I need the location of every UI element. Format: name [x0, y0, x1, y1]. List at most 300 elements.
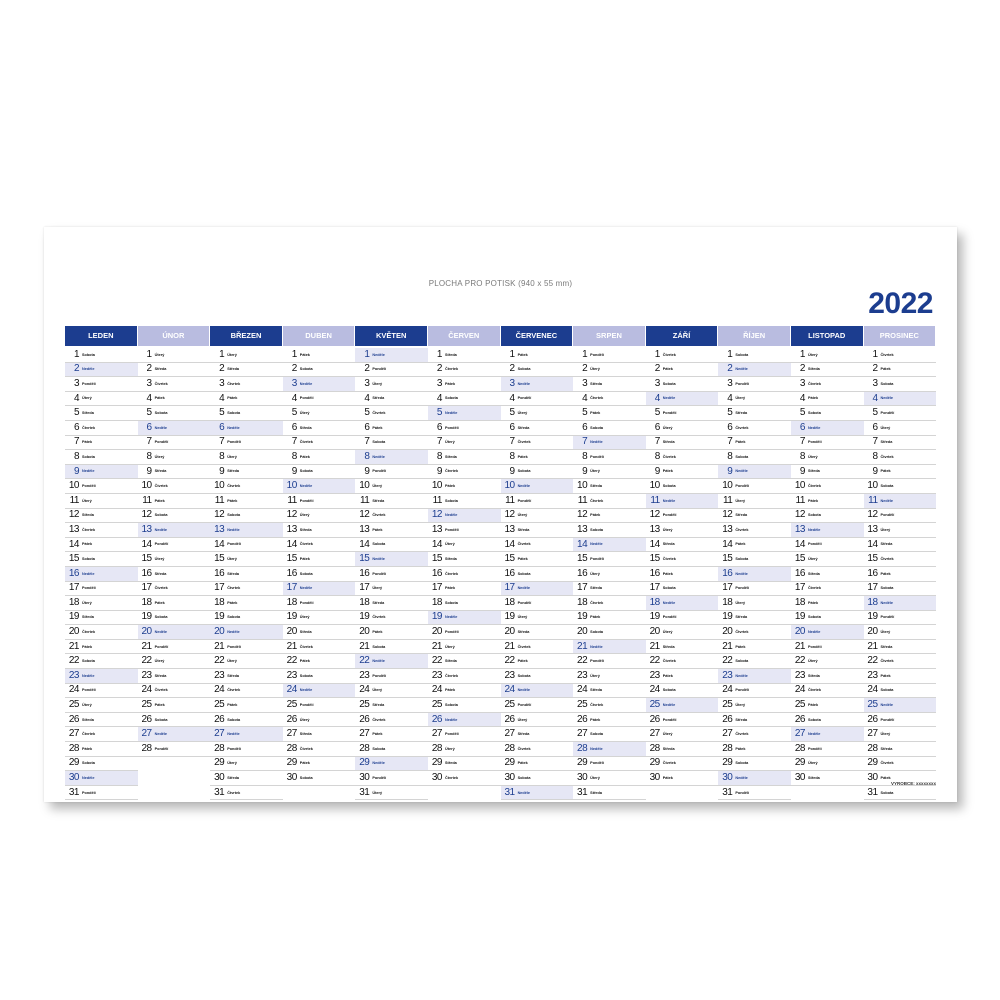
- day-info: [590, 440, 602, 444]
- day-number: 9: [73, 465, 79, 477]
- day-number: 8: [872, 450, 878, 462]
- weekday-label: Pondělí: [299, 396, 314, 401]
- day-row: [65, 742, 138, 757]
- day-row: [428, 611, 501, 626]
- day-number: 31: [867, 786, 878, 798]
- weekday-label: Čtvrtek: [590, 600, 604, 605]
- day-number: 10: [214, 480, 225, 492]
- day-row: [501, 596, 574, 611]
- day-number: 30: [68, 772, 79, 784]
- day-number: 2: [509, 363, 515, 375]
- weekday-label: Pátek: [154, 600, 165, 605]
- day-info: [735, 499, 745, 503]
- weekday-label: Sobota: [444, 396, 458, 401]
- day-info: [735, 572, 747, 576]
- day-info: [82, 469, 94, 473]
- day-row: [718, 348, 791, 363]
- day-number: 21: [68, 640, 79, 652]
- day-row: [355, 713, 428, 728]
- weekday-label: Úterý: [444, 644, 455, 649]
- day-row: [210, 363, 283, 378]
- day-row: [573, 552, 646, 567]
- month-header: KVĚTEN: [355, 326, 427, 346]
- day-number: 27: [359, 728, 370, 740]
- day-info: [227, 353, 237, 357]
- day-info: [227, 776, 239, 780]
- day-info: [82, 411, 94, 415]
- day-number: 2: [582, 363, 588, 375]
- day-row: [501, 348, 574, 363]
- day-number: 28: [577, 742, 588, 754]
- weekday-label: Čtvrtek: [299, 542, 313, 547]
- day-info: [881, 776, 891, 780]
- day-info: [590, 469, 600, 473]
- day-number: 25: [722, 699, 733, 711]
- day-info: [663, 382, 676, 386]
- weekday-label: Pondělí: [517, 396, 532, 401]
- weekday-label: Čtvrtek: [807, 381, 822, 386]
- day-info: [663, 499, 675, 503]
- day-info: [590, 630, 603, 634]
- day-number: 9: [146, 465, 152, 477]
- day-info: [590, 703, 603, 707]
- day-row: [210, 611, 283, 626]
- day-number: 30: [867, 772, 878, 784]
- day-number: 12: [141, 509, 152, 521]
- weekday-label: Pondělí: [227, 542, 241, 547]
- weekday-label: Úterý: [517, 513, 528, 518]
- day-row: [283, 363, 356, 378]
- weekday-label: Úterý: [444, 440, 455, 445]
- day-info: [735, 367, 747, 371]
- day-row: [791, 757, 864, 772]
- day-row: [646, 727, 719, 742]
- weekday-label: Pátek: [372, 732, 383, 737]
- day-info: [155, 542, 169, 546]
- day-number: 4: [291, 392, 297, 404]
- day-info: [300, 455, 310, 459]
- day-row: [718, 625, 791, 640]
- weekday-label: Pondělí: [735, 484, 750, 489]
- weekday-label: Pondělí: [82, 484, 96, 489]
- day-info: [372, 572, 386, 576]
- weekday-label: Sobota: [154, 717, 168, 722]
- day-number: 25: [577, 699, 588, 711]
- day-info: [155, 601, 165, 605]
- day-number: 7: [727, 436, 733, 448]
- weekday-label: Středa: [372, 498, 385, 503]
- day-row: [646, 684, 719, 699]
- weekday-label: Neděle: [82, 673, 95, 678]
- day-row: [65, 436, 138, 451]
- day-row: [138, 392, 211, 407]
- weekday-label: Úterý: [227, 659, 237, 664]
- weekday-label: Čtvrtek: [227, 688, 241, 693]
- weekday-label: Sobota: [154, 411, 168, 416]
- day-info: [82, 484, 96, 488]
- day-row: [355, 406, 428, 421]
- day-row: [791, 582, 864, 597]
- weekday-label: Neděle: [517, 688, 531, 693]
- day-info: [881, 382, 894, 386]
- day-info: [300, 528, 312, 532]
- day-number: 23: [141, 669, 152, 681]
- day-number: 15: [141, 553, 152, 565]
- month-column: [283, 326, 356, 800]
- day-row: [65, 552, 138, 567]
- empty-row: [428, 786, 501, 801]
- day-info: [881, 645, 893, 649]
- day-number: 4: [799, 392, 805, 404]
- day-info: [735, 718, 747, 722]
- day-number: 1: [73, 348, 79, 360]
- day-number: 13: [431, 523, 442, 535]
- day-row: [138, 625, 211, 640]
- weekday-label: Pátek: [82, 746, 93, 751]
- weekday-label: Středa: [590, 790, 602, 795]
- day-row: [355, 552, 428, 567]
- day-info: [445, 353, 457, 357]
- day-number: 25: [359, 699, 370, 711]
- day-number: 17: [867, 582, 878, 594]
- day-number: 10: [577, 480, 588, 492]
- day-number: 5: [727, 407, 733, 419]
- day-info: [808, 557, 818, 561]
- weekday-label: Pátek: [299, 352, 310, 357]
- day-info: [227, 426, 239, 430]
- day-info: [300, 601, 314, 605]
- day-number: 10: [504, 480, 515, 492]
- day-row: [573, 713, 646, 728]
- day-info: [300, 688, 312, 692]
- day-number: 9: [291, 465, 297, 477]
- day-number: 23: [867, 669, 878, 681]
- day-info: [445, 411, 457, 415]
- day-number: 23: [577, 669, 588, 681]
- day-row: [210, 582, 283, 597]
- day-info: [227, 542, 241, 546]
- day-row: [65, 757, 138, 772]
- day-number: 16: [867, 567, 878, 579]
- day-number: 28: [286, 742, 297, 754]
- day-row: [283, 494, 356, 509]
- day-info: [445, 630, 459, 634]
- day-info: [372, 528, 382, 532]
- day-row: [646, 669, 719, 684]
- day-number: 24: [649, 684, 660, 696]
- day-row: [428, 596, 501, 611]
- day-row: [501, 552, 574, 567]
- day-number: 8: [582, 450, 588, 462]
- day-info: [735, 382, 749, 386]
- day-number: 15: [68, 553, 79, 565]
- weekday-label: Pátek: [154, 396, 165, 401]
- day-row: [138, 698, 211, 713]
- day-row: [428, 479, 501, 494]
- day-info: [735, 747, 745, 751]
- day-number: 29: [504, 757, 515, 769]
- weekday-label: Čtvrtek: [735, 629, 749, 634]
- weekday-label: Pátek: [590, 615, 601, 620]
- day-number: 20: [431, 626, 442, 638]
- day-info: [808, 747, 822, 751]
- day-info: [372, 615, 385, 619]
- day-row: [573, 436, 646, 451]
- day-row: [428, 771, 501, 786]
- weekday-label: Čtvrtek: [82, 732, 96, 737]
- day-number: 14: [214, 538, 225, 550]
- day-info: [82, 382, 96, 386]
- weekday-label: Čtvrtek: [227, 381, 241, 386]
- print-area-label: PLOCHA PRO POTISK (940 x 55 mm): [428, 279, 573, 288]
- day-info: [663, 455, 676, 459]
- day-info: [155, 382, 168, 386]
- day-number: 6: [582, 421, 588, 433]
- day-info: [372, 440, 385, 444]
- day-info: [518, 747, 531, 751]
- day-number: 27: [722, 728, 733, 740]
- day-info: [445, 586, 455, 590]
- weekday-label: Středa: [444, 557, 457, 561]
- day-number: 10: [359, 480, 370, 492]
- day-number: 18: [722, 596, 733, 608]
- day-row: [573, 465, 646, 480]
- day-row: [355, 654, 428, 669]
- weekday-label: Pondělí: [299, 600, 314, 605]
- day-number: 24: [504, 684, 515, 696]
- day-info: [300, 499, 314, 503]
- weekday-label: Čtvrtek: [82, 527, 96, 532]
- day-number: 19: [867, 611, 878, 623]
- day-number: 1: [872, 348, 878, 360]
- day-number: 22: [359, 655, 370, 667]
- weekday-label: Úterý: [299, 717, 310, 722]
- weekday-label: Pondělí: [299, 702, 314, 707]
- weekday-label: Pátek: [517, 659, 528, 664]
- day-info: [300, 703, 314, 707]
- day-info: [372, 426, 382, 430]
- day-info: [82, 791, 96, 795]
- day-row: [428, 552, 501, 567]
- day-row: [65, 450, 138, 465]
- weekday-label: Sobota: [517, 673, 531, 678]
- day-info: [372, 484, 382, 488]
- weekday-label: Úterý: [590, 367, 600, 372]
- day-row: [791, 348, 864, 363]
- day-info: [881, 513, 895, 517]
- day-number: 3: [872, 377, 878, 389]
- day-row: [355, 348, 428, 363]
- day-row: [501, 523, 574, 538]
- day-number: 30: [214, 772, 225, 784]
- weekday-label: Čtvrtek: [662, 761, 676, 766]
- day-info: [735, 353, 748, 357]
- day-row: [428, 654, 501, 669]
- weekday-label: Pondělí: [590, 659, 604, 664]
- day-row: [283, 436, 356, 451]
- day-row: [864, 713, 937, 728]
- day-row: [573, 494, 646, 509]
- day-info: [227, 586, 240, 590]
- weekday-label: Pondělí: [590, 352, 604, 357]
- day-info: [372, 791, 382, 795]
- day-row: [646, 465, 719, 480]
- day-info: [518, 718, 528, 722]
- day-info: [82, 747, 92, 751]
- weekday-label: Pátek: [807, 498, 819, 503]
- day-row: [864, 377, 937, 392]
- day-row: [138, 713, 211, 728]
- day-number: 21: [431, 640, 442, 652]
- day-number: 29: [867, 757, 878, 769]
- weekday-label: Sobota: [154, 513, 168, 518]
- weekday-label: Sobota: [82, 352, 95, 357]
- day-row: [646, 625, 719, 640]
- day-info: [227, 455, 237, 459]
- weekday-label: Úterý: [154, 659, 165, 664]
- day-number: 22: [867, 655, 878, 667]
- weekday-label: Úterý: [807, 761, 818, 766]
- day-info: [82, 586, 96, 590]
- weekday-label: Úterý: [372, 790, 383, 795]
- day-number: 4: [364, 392, 370, 404]
- day-number: 26: [141, 713, 152, 725]
- day-number: 15: [794, 553, 805, 565]
- day-row: [501, 494, 574, 509]
- day-info: [155, 396, 165, 400]
- weekday-label: Úterý: [154, 557, 165, 561]
- weekday-label: Neděle: [82, 469, 95, 474]
- day-info: [300, 426, 312, 430]
- weekday-label: Neděle: [807, 629, 821, 634]
- day-row: [718, 392, 791, 407]
- day-info: [82, 718, 94, 722]
- day-row: [791, 406, 864, 421]
- day-row: [65, 465, 138, 480]
- day-row: [283, 421, 356, 436]
- day-info: [155, 426, 167, 430]
- day-number: 24: [794, 684, 805, 696]
- day-row: [718, 479, 791, 494]
- day-info: [155, 440, 169, 444]
- day-number: 6: [654, 421, 660, 433]
- weekday-label: Středa: [735, 411, 748, 416]
- weekday-label: Úterý: [299, 615, 310, 620]
- weekday-label: Pondělí: [735, 381, 750, 386]
- day-number: 2: [219, 363, 225, 375]
- day-row: [283, 654, 356, 669]
- day-info: [663, 513, 677, 517]
- day-row: [138, 567, 211, 582]
- day-info: [518, 776, 531, 780]
- weekday-label: Sobota: [444, 702, 458, 707]
- day-number: 31: [68, 786, 79, 798]
- day-info: [518, 411, 528, 415]
- day-info: [881, 396, 893, 400]
- day-row: [646, 377, 719, 392]
- day-info: [445, 440, 455, 444]
- weekday-label: Čtvrtek: [372, 513, 386, 518]
- day-row: [864, 552, 937, 567]
- day-info: [590, 396, 603, 400]
- day-number: 13: [68, 523, 79, 535]
- day-number: 10: [431, 480, 442, 492]
- day-number: 6: [509, 421, 515, 433]
- day-info: [445, 528, 459, 532]
- day-number: 14: [504, 538, 515, 550]
- weekday-label: Pátek: [299, 659, 310, 664]
- day-row: [210, 479, 283, 494]
- day-row: [573, 654, 646, 669]
- weekday-label: Sobota: [880, 688, 894, 693]
- day-row: [210, 727, 283, 742]
- day-row: [501, 771, 574, 786]
- weekday-label: Úterý: [590, 571, 600, 576]
- day-number: 3: [799, 377, 805, 389]
- day-row: [718, 582, 791, 597]
- day-row: [428, 742, 501, 757]
- day-info: [518, 572, 531, 576]
- day-row: [428, 713, 501, 728]
- weekday-label: Pondělí: [880, 717, 895, 722]
- day-row: [283, 538, 356, 553]
- weekday-label: Sobota: [227, 717, 241, 722]
- day-row: [718, 713, 791, 728]
- day-info: [590, 791, 602, 795]
- weekday-label: Sobota: [807, 513, 821, 518]
- day-number: 6: [872, 421, 878, 433]
- day-row: [573, 363, 646, 378]
- day-info: [155, 718, 168, 722]
- weekday-label: Čtvrtek: [444, 469, 459, 474]
- day-number: 13: [214, 523, 225, 535]
- day-info: [881, 557, 894, 561]
- weekday-label: Neděle: [154, 732, 168, 737]
- day-info: [82, 528, 95, 532]
- day-row: [138, 465, 211, 480]
- weekday-label: Pátek: [662, 673, 673, 678]
- day-info: [735, 645, 745, 649]
- day-row: [791, 392, 864, 407]
- day-number: 27: [68, 728, 79, 740]
- day-info: [445, 732, 459, 736]
- weekday-label: Neděle: [82, 571, 95, 576]
- weekday-label: Pátek: [517, 557, 528, 561]
- weekday-label: Středa: [154, 673, 167, 678]
- day-info: [881, 659, 894, 663]
- day-row: [501, 509, 574, 524]
- weekday-label: Úterý: [590, 775, 600, 780]
- day-number: 29: [286, 757, 297, 769]
- day-info: [155, 645, 169, 649]
- day-number: 30: [504, 772, 515, 784]
- day-info: [300, 586, 312, 590]
- day-number: 16: [722, 567, 733, 579]
- day-info: [372, 732, 382, 736]
- weekday-label: Úterý: [82, 702, 92, 707]
- day-info: [590, 572, 600, 576]
- day-number: 7: [799, 436, 805, 448]
- weekday-label: Neděle: [227, 527, 240, 532]
- day-info: [590, 367, 600, 371]
- day-info: [82, 776, 94, 780]
- day-info: [663, 528, 673, 532]
- day-row: [864, 421, 937, 436]
- day-info: [372, 674, 386, 678]
- weekday-label: Pondělí: [662, 615, 677, 620]
- day-number: 18: [359, 596, 370, 608]
- day-row: [646, 406, 719, 421]
